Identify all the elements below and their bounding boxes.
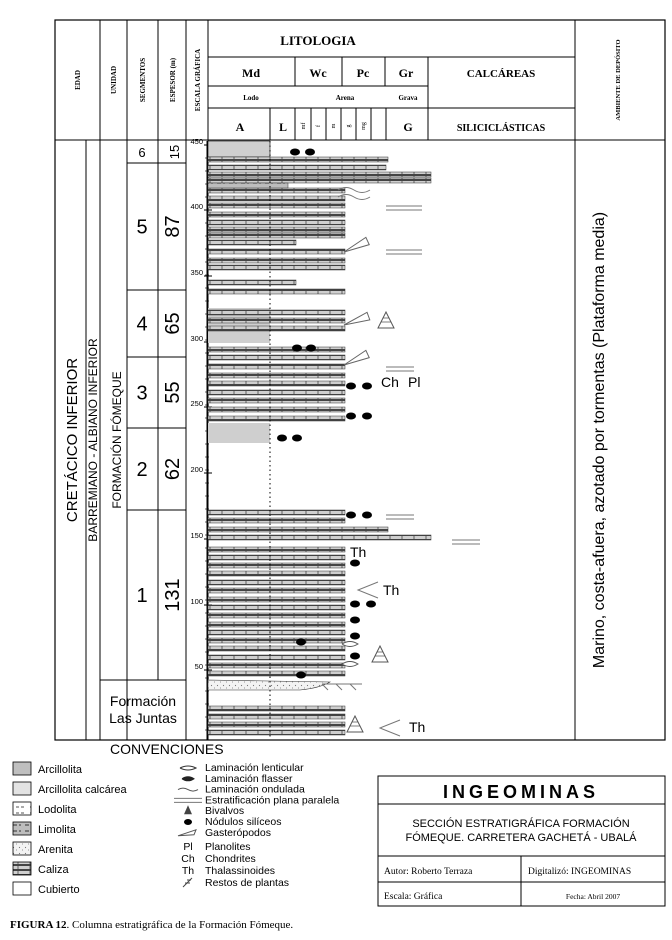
nodule-icon <box>306 345 316 352</box>
header-unidad: UNIDAD <box>110 66 118 94</box>
nodule-icon <box>346 413 356 420</box>
caption-text: . Columna estratigráfica de la Formación Fómeque. <box>66 919 294 931</box>
stratum-caliza <box>208 588 345 593</box>
formacion-inferior-line2: Las Juntas <box>109 710 177 726</box>
plant-remains-icon <box>183 878 192 887</box>
stratum-arenita <box>208 680 330 690</box>
flaser-lamination-icon <box>182 777 194 781</box>
legend-trace-label: Restos de plantas <box>205 877 290 889</box>
nodule-icon <box>184 819 192 825</box>
stratum-caliza <box>208 318 345 323</box>
stratum-caliza <box>208 310 345 315</box>
lithology-strata <box>208 141 431 740</box>
stratum-caliza <box>208 416 345 421</box>
thalassinoides-icon <box>358 582 378 598</box>
stratum-caliza <box>208 172 431 177</box>
stratum-caliza <box>208 510 345 515</box>
nodule-icon <box>350 633 360 640</box>
stratum-caliza <box>208 373 345 378</box>
label-th-1: Th <box>350 544 367 560</box>
header-md: Md <box>242 66 260 80</box>
stratum-caliza <box>208 714 345 719</box>
header-sil-m: m <box>331 123 337 129</box>
stratum-caliza <box>208 646 345 651</box>
stratum-caliza <box>208 203 345 208</box>
stratum-caliza <box>208 655 345 660</box>
stratum-caliza <box>208 527 388 532</box>
stratum-caliza <box>208 622 345 627</box>
segment-espesor: 65 <box>162 312 184 335</box>
stratum-caliza <box>208 563 345 568</box>
stratum-caliza <box>208 571 345 576</box>
stratum-caliza <box>208 326 345 331</box>
stratum-caliza <box>208 605 345 610</box>
stratum-caliza <box>208 535 431 540</box>
stratum-caliza <box>208 364 345 369</box>
segment-espesor: 87 <box>162 215 184 238</box>
legend-structure-label: Laminación flasser <box>205 772 293 785</box>
stratum-caliza <box>208 722 345 727</box>
header-sil-mg: mg <box>361 122 367 130</box>
nodule-icon <box>346 383 356 390</box>
header-sil-g2: G <box>403 120 413 134</box>
header-espesor: ESPESOR (m) <box>169 57 177 103</box>
stratum-caliza <box>208 233 345 238</box>
segment-number: 2 <box>136 459 148 481</box>
stratum-caliza <box>208 157 388 162</box>
stratum-caliza <box>208 258 345 263</box>
header-wc: Wc <box>309 66 327 80</box>
scale-tick-label: 200 <box>190 465 203 474</box>
stratum-caliza <box>208 289 345 294</box>
bivalve-icon <box>372 646 388 662</box>
header-calcareas: CALCÁREAS <box>466 68 536 80</box>
stratum-caliza <box>208 580 345 585</box>
stratum-caliza <box>208 165 386 170</box>
nodule-icon <box>346 512 356 519</box>
nodule-icon <box>290 149 300 156</box>
segment-espesor: 15 <box>167 144 182 160</box>
label-ch: Ch <box>381 374 399 390</box>
nodule-icon <box>366 601 376 608</box>
label-th-2: Th <box>383 582 400 598</box>
segment-number: 4 <box>136 313 148 336</box>
stratum-caliza <box>208 212 345 217</box>
unidad-age-label: BARREMIANO - ALBIANO INFERIOR <box>86 338 100 542</box>
stratum-limolita <box>208 183 288 188</box>
stratum-caliza <box>208 220 345 225</box>
bivalve-icon <box>347 716 363 732</box>
legend-structure-label: Laminación ondulada <box>205 783 305 796</box>
legend-lithology-swatch <box>13 822 31 835</box>
legend-lithology-swatch <box>13 862 31 875</box>
bivalve-icon <box>378 312 394 328</box>
stratum-caliza <box>208 407 345 412</box>
segments <box>127 145 186 680</box>
legend-structure-label: Estratificación plana paralela <box>205 794 340 807</box>
legend-structure-label: Nódulos silíceos <box>205 816 282 828</box>
nodule-icon <box>305 149 315 156</box>
scale-tick-label: 450 <box>190 137 203 146</box>
scale-tick-label: 400 <box>190 202 203 211</box>
stratum-caliza <box>208 730 345 735</box>
stratum-caliza <box>208 227 345 232</box>
scale-tick-label: 100 <box>190 597 203 606</box>
stratum-caliza <box>208 240 296 245</box>
gastropod-icon <box>178 830 196 836</box>
segment-number: 5 <box>136 216 148 239</box>
scale-tick-label: 250 <box>190 399 203 408</box>
header-lodo: Lodo <box>243 94 259 102</box>
stratum-caliza <box>208 638 345 643</box>
stratum-caliza <box>208 398 345 403</box>
stratum-caliza <box>208 663 345 668</box>
scale-tick-label: 150 <box>190 531 203 540</box>
legend-lithology-label: Limolita <box>38 824 76 836</box>
titleblock-section-2: FÓMEQUE. CARRETERA GACHETÁ - UBALÁ <box>405 832 637 844</box>
gastropod-icon <box>343 312 370 328</box>
header-grava: Grava <box>398 94 418 102</box>
stratum-caliza <box>208 547 345 552</box>
segment-espesor: 62 <box>162 457 184 481</box>
stratum-caliza <box>208 347 345 352</box>
legend-lithology-swatch <box>13 782 31 795</box>
header-sil-f: f <box>316 125 322 127</box>
header-sil-g: g <box>346 124 352 128</box>
nodule-icon <box>350 617 360 624</box>
legend-lithology-swatch <box>13 882 31 895</box>
stratum-caliza <box>208 249 345 254</box>
legend-lithology-swatch <box>13 842 31 855</box>
legend-lithology <box>13 762 128 896</box>
header-sil-a: A <box>235 120 245 134</box>
legend-trace-abbr: Ch <box>181 853 195 865</box>
segment-espesor: 131 <box>162 578 184 612</box>
titleblock-fecha: Fecha: Abril 2007 <box>565 892 621 901</box>
nodule-icon <box>350 653 360 660</box>
nodule-icon <box>296 672 306 679</box>
legend-trace-abbr: Pl <box>183 841 193 853</box>
lenticular-lamination-icon <box>180 766 196 770</box>
formacion-inferior-line1: Formación <box>109 693 177 709</box>
nodule-icon <box>362 413 372 420</box>
gastropod-icon <box>342 237 369 255</box>
convenciones-title: CONVENCIONES <box>110 741 224 757</box>
header-ambiente: AMBIENTE DE DEPÓSITO <box>615 39 622 121</box>
nodule-icon <box>350 560 360 567</box>
header-litologia: LITOLOGIA <box>280 33 356 48</box>
header-gr: Gr <box>398 66 414 80</box>
header-arena: Arena <box>335 94 355 102</box>
legend-lithology-swatch <box>13 762 31 775</box>
flaser-lamination-icon <box>322 684 362 690</box>
stratum-caliza <box>208 518 345 523</box>
stratum-caliza <box>208 613 345 618</box>
figure-caption <box>10 919 293 931</box>
segment-number: 1 <box>136 585 148 607</box>
parallel-stratification-icon <box>174 798 202 802</box>
legend-lithology-swatch <box>13 802 31 815</box>
legend-structure-label: Laminación lenticular <box>205 762 304 774</box>
edad-label: CRETÁCICO INFERIOR <box>64 357 81 523</box>
stratum-arcillolita <box>208 423 270 443</box>
stratum-caliza <box>208 196 345 201</box>
titleblock-digitalizo: Digitalizó: INGEOMINAS <box>528 867 632 877</box>
nodule-icon <box>292 345 302 352</box>
legend-trace-abbr: Th <box>181 865 195 877</box>
stratum-caliza <box>208 381 345 386</box>
header-segmentos: SEGMENTOS <box>139 57 147 103</box>
stratum-caliza <box>208 178 431 183</box>
stratum-caliza <box>208 555 345 560</box>
formacion-label: FORMACIÓN FÓMEQUE <box>110 371 124 509</box>
header-pc: Pc <box>356 66 370 80</box>
scale-tick-label: 300 <box>190 334 203 343</box>
lenticular-lamination-icon <box>342 642 358 647</box>
stratum-caliza <box>208 706 345 711</box>
nodule-icon <box>350 601 360 608</box>
stratum-arcillolita <box>208 141 270 157</box>
titleblock-section-1: SECCIÓN ESTRATIGRÁFICA FORMACIÓN <box>412 818 630 830</box>
label-th-3: Th <box>409 719 426 735</box>
legend-trace-label: Planolites <box>205 841 251 853</box>
header-sil-l: L <box>278 120 288 134</box>
gastropod-icon <box>342 350 369 368</box>
scale-tick-label: 50 <box>194 662 203 671</box>
legend-trace-label: Thalassinoides <box>205 865 276 877</box>
stratum-caliza <box>208 630 345 635</box>
header-siliciclasticas: SILICICLÁSTICAS <box>456 123 546 134</box>
titleblock-escala: Escala: Gráfica <box>384 892 443 902</box>
bivalve-icon <box>184 805 192 814</box>
label-pl: Pl <box>408 374 421 390</box>
segment-number: 6 <box>138 145 146 160</box>
thalassinoides-icon <box>380 720 400 736</box>
stratum-caliza <box>208 390 345 395</box>
legend-structure-label: Gasterópodos <box>205 826 271 839</box>
nodule-icon <box>362 383 372 390</box>
nodule-icon <box>292 435 302 442</box>
legend-structures <box>174 762 339 889</box>
stratum-caliza <box>208 265 345 270</box>
column-frame <box>55 20 665 740</box>
stratum-caliza <box>208 597 345 602</box>
legend-lithology-label: Cubierto <box>38 884 80 896</box>
header-escala: ESCALA GRÁFICA <box>194 48 202 112</box>
legend-structure-label: Bivalvos <box>205 805 245 818</box>
nodule-icon <box>362 512 372 519</box>
titleblock-autor: Autor: Roberto Terraza <box>384 867 473 877</box>
legend-lithology-label: Arcillolita <box>38 764 83 776</box>
segment-espesor: 55 <box>162 381 184 404</box>
ambiente-label: Marino, costa-afuera, azotado por tormentas (Plataforma media) <box>591 211 608 669</box>
wavy-lamination-icon <box>178 788 198 791</box>
legend-lithology-label: Arenita <box>38 844 73 856</box>
stratum-caliza <box>208 280 296 285</box>
nodule-icon <box>277 435 287 442</box>
stratum-caliza <box>208 671 345 676</box>
header-edad: EDAD <box>74 70 82 90</box>
header-sil-mf: mf <box>301 122 307 130</box>
lenticular-lamination-icon <box>342 662 358 667</box>
stratum-caliza <box>208 355 345 360</box>
legend-lithology-label: Lodolita <box>38 804 77 816</box>
nodule-icon <box>296 639 306 646</box>
legend-lithology-label: Caliza <box>38 864 69 876</box>
scale-tick-label: 350 <box>190 268 203 277</box>
legend-lithology-label: Arcillolita calcárea <box>38 784 127 796</box>
legend-trace-label: Chondrites <box>205 853 256 865</box>
titleblock-org: INGEOMINAS <box>442 782 600 802</box>
stratum-caliza <box>208 188 345 193</box>
caption-label: FIGURA 12 <box>10 919 67 931</box>
segment-number: 3 <box>136 382 148 405</box>
